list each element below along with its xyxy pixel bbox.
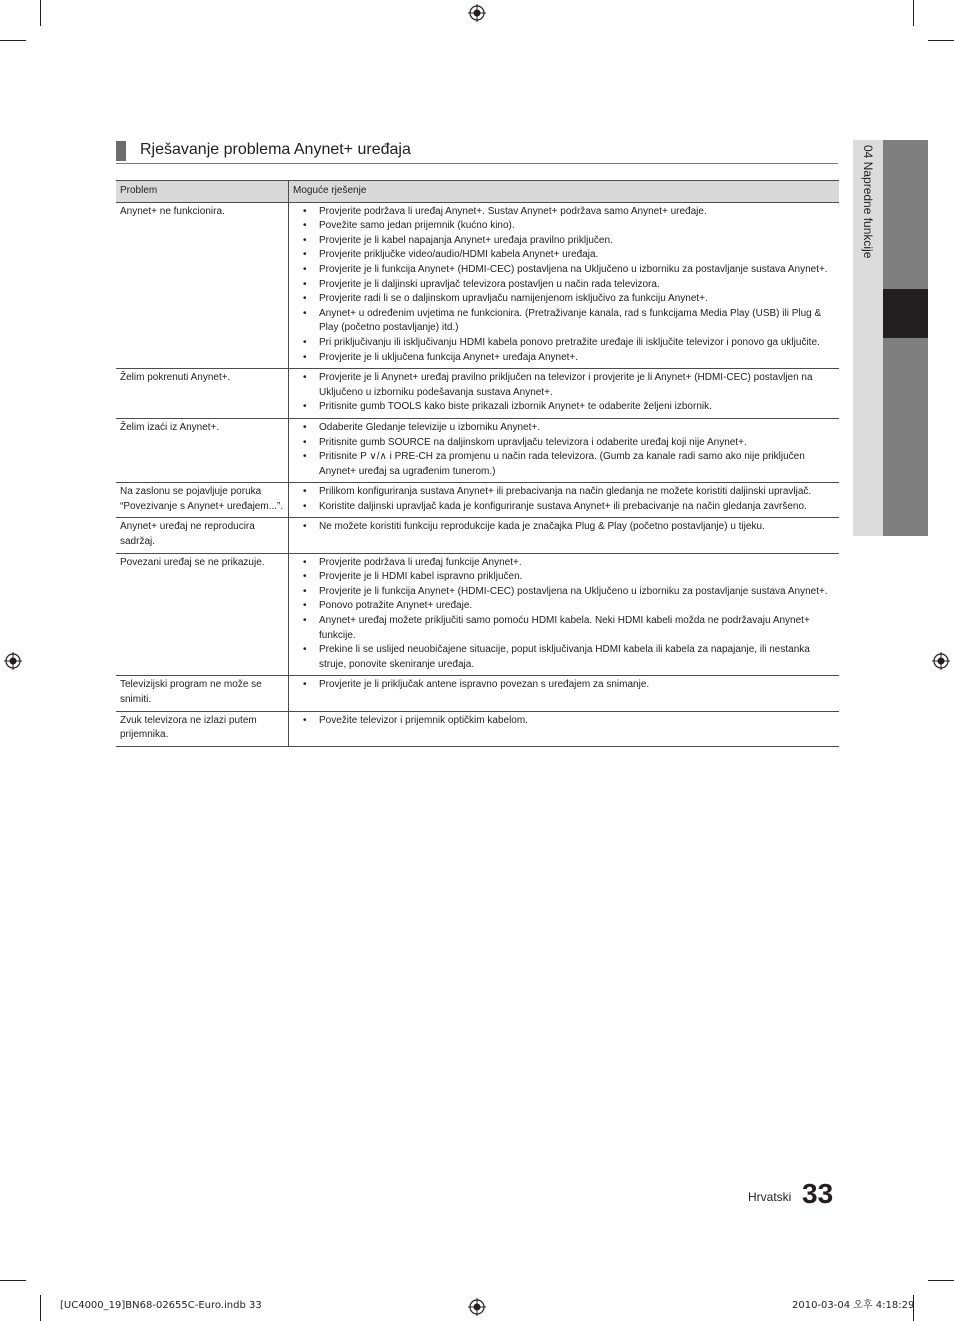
solution-list: [293, 520, 835, 535]
print-timestamp: 2010-03-04 오후 4:18:29: [792, 1300, 915, 1311]
solution-item: • Provjerite je li HDMI kabel ispravno priključen.: [319, 570, 835, 585]
crop-mark: [928, 40, 954, 41]
troubleshooting-table: [116, 180, 839, 747]
solution-list: [293, 714, 835, 729]
table-row: [116, 418, 839, 482]
registration-mark-icon: [468, 4, 486, 22]
solution-item: • Ponovo potražite Anynet+ uređaje.: [319, 599, 835, 614]
solution-list: [293, 678, 835, 693]
chapter-label: 04 Napredne funkcije: [861, 145, 875, 259]
registration-mark-icon: [468, 1298, 486, 1316]
solution-item: • Provjerite radi li se o daljinskom upravljaču namijenjenom isključivo za funkciju Anynet+.: [319, 292, 835, 307]
solution-item: • Pritisnite P ∨/∧ i PRE-CH za promjenu u način rada televizora. (Gumb za kanale radi samo ako nije priključen Anynet+ uređaj sa ugrađenim tunerom.): [319, 450, 835, 479]
problem-cell: Zvuk televizora ne izlazi putem prijemnika.: [116, 711, 289, 746]
solution-item: • Anynet+ u određenim uvjetima ne funkcionira. (Pretraživanje kanala, rad s funkcijama Media Play (USB) ili Plug & Play (početno postavljanje) itd.): [319, 307, 835, 336]
solution-list: [293, 421, 835, 479]
table-row: [116, 553, 839, 676]
solution-item: • Provjerite je li priključak antene ispravno povezan s uređajem za snimanje.: [319, 678, 835, 693]
page-language: Hrvatski: [748, 1190, 792, 1204]
solution-cell: [289, 418, 840, 482]
solution-item: • Provjerite priključke video/audio/HDMI kabela Anynet+ uređaja.: [319, 248, 835, 263]
solution-item: • Provjerite podržava li uređaj Anynet+. Sustav Anynet+ podržava samo Anynet+ uređaje.: [319, 205, 835, 220]
registration-mark-icon: [932, 652, 950, 670]
problem-cell: Anynet+ uređaj ne reproducira sadržaj.: [116, 518, 289, 553]
solution-item: • Povežite samo jedan prijemnik (kućno kino).: [319, 219, 835, 234]
solution-item: • Provjerite je li uključena funkcija Anynet+ uređaja Anynet+.: [319, 351, 835, 366]
table-row: [116, 676, 839, 711]
crop-mark: [0, 40, 26, 41]
solution-item: • Povežite televizor i prijemnik optičkim kabelom.: [319, 714, 835, 729]
section-title: Rješavanje problema Anynet+ uređaja: [140, 141, 411, 158]
table-row: [116, 369, 839, 419]
solution-cell: [289, 518, 840, 553]
table-row: [116, 202, 839, 369]
solution-item: • Anynet+ uređaj možete priključiti samo pomoću HDMI kabela. Neki HDMI kabeli možda ne podržavaju Anynet+ funkcije.: [319, 614, 835, 643]
solution-item: • Ne možete koristiti funkciju reprodukcije kada je značajka Plug & Play (početno postavljanje) u tijeku.: [319, 520, 835, 535]
table-row: [116, 483, 839, 518]
solution-cell: [289, 553, 840, 676]
chapter-tab-block: [883, 338, 928, 536]
problem-cell: Televizijski program ne može se snimiti.: [116, 676, 289, 711]
table-row: [116, 518, 839, 553]
heading-bar: [116, 141, 126, 161]
section-heading: [116, 139, 838, 164]
solution-item: • Provjerite je li daljinski upravljač televizora postavljen u način rada televizora.: [319, 278, 835, 293]
print-file-name: [UC4000_19]BN68-02655C-Euro.indb 33: [60, 1300, 262, 1311]
solution-list: [293, 556, 835, 673]
problem-cell: Na zaslonu se pojavljuje poruka “Povezivanje s Anynet+ uređajem...”.: [116, 483, 289, 518]
solution-cell: [289, 369, 840, 419]
problem-cell: Povezani uređaj se ne prikazuje.: [116, 553, 289, 676]
crop-mark: [913, 0, 914, 26]
crop-mark: [40, 0, 41, 26]
crop-mark: [40, 1295, 41, 1321]
solution-cell: [289, 202, 840, 369]
solution-list: [293, 485, 835, 514]
solution-item: • Provjerite je li Anynet+ uređaj pravilno priključen na televizor i provjerite je li Anynet+ (HDMI-CEC) postavljen na Uključeno u izborniku podešavanja sustava Anynet+.: [319, 371, 835, 400]
table-header-row: [116, 181, 839, 203]
solution-list: [293, 371, 835, 415]
solution-item: • Odaberite Gledanje televizije u izborniku Anynet+.: [319, 421, 835, 436]
solution-item: • Provjerite podržava li uređaj funkcije Anynet+.: [319, 556, 835, 571]
column-header-solution: Moguće rješenje: [289, 181, 840, 203]
page-number: 33: [802, 1178, 834, 1209]
solution-item: • Provjerite je li funkcija Anynet+ (HDMI-CEC) postavljena na Uključeno u izborniku za postavljanje sustava Anynet+.: [319, 263, 835, 278]
solution-item: • Pri priključivanju ili isključivanju HDMI kabela ponovo pretražite uređaje ili isključite televizor i ponovo ga uključite.: [319, 336, 835, 351]
solution-item: • Provjerite je li kabel napajanja Anynet+ uređaja pravilno priključen.: [319, 234, 835, 249]
problem-cell: Anynet+ ne funkcionira.: [116, 202, 289, 369]
solution-list: [293, 205, 835, 366]
solution-cell: [289, 676, 840, 711]
solution-item: • Pritisnite gumb SOURCE na daljinskom upravljaču televizora i odaberite uređaj koji nije Anynet+.: [319, 436, 835, 451]
problem-cell: Želim izaći iz Anynet+.: [116, 418, 289, 482]
crop-mark: [928, 1280, 954, 1281]
table-row: [116, 711, 839, 746]
solution-item: • Prekine li se uslijed neuobičajene situacije, poput isključivanja HDMI kabela ili kabela za napajanje, ili nestanka struje, ponovite skeniranje uređaja.: [319, 643, 835, 672]
chapter-tab-active-block: [883, 289, 928, 338]
solution-cell: [289, 711, 840, 746]
solution-cell: [289, 483, 840, 518]
column-header-problem: Problem: [116, 181, 289, 203]
solution-item: • Koristite daljinski upravljač kada je konfiguriranje sustava Anynet+ ili prebacivanje na način gledanja završeno.: [319, 500, 835, 515]
registration-mark-icon: [4, 652, 22, 670]
solution-item: • Prilikom konfiguriranja sustava Anynet+ ili prebacivanja na način gledanja ne možete koristiti daljinski upravljač.: [319, 485, 835, 500]
problem-cell: Želim pokrenuti Anynet+.: [116, 369, 289, 419]
solution-item: • Pritisnite gumb TOOLS kako biste prikazali izbornik Anynet+ te odaberite željeni izbornik.: [319, 400, 835, 415]
solution-item: • Provjerite je li funkcija Anynet+ (HDMI-CEC) postavljena na Uključeno u izborniku za postavljanje sustava Anynet+.: [319, 585, 835, 600]
crop-mark: [0, 1280, 26, 1281]
chapter-tab-block: [883, 140, 928, 289]
